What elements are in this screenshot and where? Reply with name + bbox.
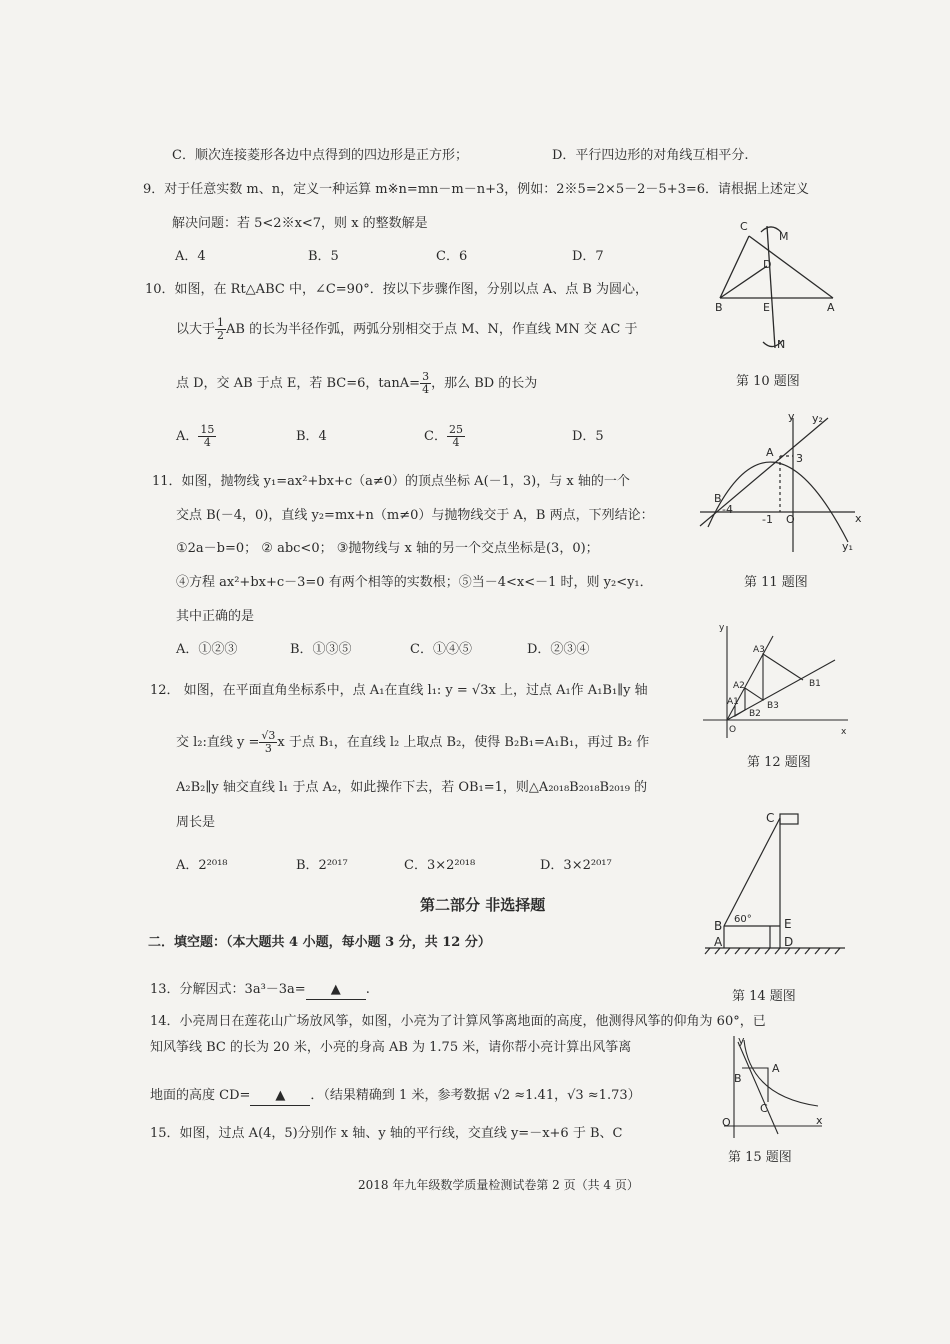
fig15-label-x: x: [816, 1114, 823, 1127]
frac-den: 4: [203, 436, 211, 449]
fig14-angle-label: 60°: [734, 914, 752, 925]
q8-option-c: C．顺次连接菱形各边中点得到的四边形是正方形；: [172, 148, 468, 163]
q9-line-1: 9．对于任意实数 m、n，定义一种运算 m※n=mn－m－n+3，例如：2※5=2×5－2－5+3=6．请根据上述定义: [143, 182, 810, 197]
q10-fraction-half: [215, 317, 226, 342]
q12-line-1: 12． 如图，在平面直角坐标系中，点 A₁在直线 l₁: y = √3x 上，过点 A₁作 A₁B₁∥y 轴: [150, 683, 648, 698]
fig11-label-minus4: -4: [722, 503, 733, 516]
fig11-label-y2: y₂: [812, 412, 823, 425]
q12-fraction-sqrt3-over-3: [259, 730, 277, 755]
fig12-label-y: y: [719, 623, 725, 633]
q10-option-a-fraction: [198, 424, 216, 449]
fig15-line-y-neg-x-plus-6: [738, 1042, 778, 1134]
fig14-label-b: B: [714, 919, 723, 933]
fig12-label-b1: B1: [809, 679, 821, 689]
q11-line-4: ④方程 ax²+bx+c－3=0 有两个相等的实数根；⑤当－4<x<－1 时，则 y₂<y₁．: [176, 575, 653, 590]
fig11-label-o: O: [786, 513, 795, 526]
fig15-label-c: C: [760, 1102, 768, 1115]
fig11-line-y2: [700, 418, 828, 526]
frac-den: 4: [452, 436, 460, 449]
fig10-label-b: B: [715, 301, 723, 314]
figure-14: [700, 808, 850, 958]
fig12-label-b3: B3: [767, 701, 779, 711]
fig10-line-mn: [767, 226, 775, 348]
q11-line-2: 交点 B(－4，0)，直线 y₂=mx+n（m≠0）与抛物线交于 A，B 两点，下列结论：: [176, 508, 654, 523]
fig14-ground-hatching: [705, 948, 840, 954]
q12-option-b: B．2²⁰¹⁷: [296, 858, 348, 873]
q10-option-c-fraction: [447, 424, 465, 449]
fig14-label-c: C: [766, 811, 775, 825]
q10-line-2: [176, 317, 637, 343]
fig15-caption: 第 15 题图: [728, 1150, 792, 1165]
fig10-label-c: C: [740, 220, 748, 233]
q10-option-a-label: A．: [176, 429, 199, 444]
fig14-segment-bc: [724, 818, 780, 926]
q11-line-3: ①2a－b=0； ② abc<0； ③抛物线与 x 轴的另一个交点坐标是(3，0)；: [176, 541, 599, 556]
q10-option-a: [176, 424, 216, 450]
figure-11: [700, 412, 860, 557]
fig11-label-y1: y₁: [842, 540, 853, 553]
frac-num: 15: [200, 423, 215, 436]
q9-option-a: A．4: [175, 249, 206, 264]
fig15-label-y: y: [738, 1034, 745, 1047]
fig11-label-y: y: [788, 410, 795, 423]
fig10-label-e: E: [763, 301, 770, 314]
q10-line-1: 10．如图，在 Rt△ABC 中，∠C=90°．按以下步骤作图，分别以点 A、点 B 为圆心，: [145, 282, 649, 297]
q12-line-2: [176, 728, 649, 758]
fig12-label-a3: A3: [753, 645, 765, 655]
q14-line-2: 知风筝线 BC 的长为 20 米，小亮的身高 AB 为 1.75 米，请你帮小亮计算出风筝离: [150, 1040, 632, 1055]
figure-12: [703, 618, 853, 748]
fig10-label-d: D: [763, 258, 772, 271]
q11-line-5: 其中正确的是: [176, 609, 255, 624]
q11-option-c: C．①④⑤: [410, 642, 472, 657]
fig12-label-x: x: [841, 727, 847, 737]
q14-line-3-post: ．（结果精确到 1 米，参考数据 √2 ≈1.41，√3 ≈1.73）: [310, 1088, 641, 1103]
q10-line-3-post: ，那么 BD 的长为: [431, 376, 538, 391]
q12-option-c: C．3×2²⁰¹⁸: [404, 858, 476, 873]
q9-line-2: 解决问题：若 5<2※x<7，则 x 的整数解是: [172, 216, 428, 231]
q10-option-b: B．4: [296, 429, 327, 444]
fig15-label-b: B: [734, 1072, 742, 1085]
fig11-label-b: B: [714, 492, 722, 505]
fig12-caption: 第 12 题图: [747, 755, 811, 770]
fig12-label-a2: A2: [733, 681, 745, 691]
fig12-label-a1: A1: [727, 697, 739, 707]
section-fill-in-blank-heading: 二．填空题：（本大题共 4 小题，每小题 3 分，共 12 分）: [148, 935, 491, 950]
q15-line-1: 15．如图，过点 A(4，5)分别作 x 轴、y 轴的平行线，交直线 y=－x+6 于 B、C: [150, 1126, 623, 1141]
fig11-label-x: x: [855, 512, 862, 525]
q14-line-3: [150, 1087, 641, 1106]
fig10-arc-m: [761, 227, 781, 232]
q10-line-2-post: AB 的长为半径作弧，两弧分别相交于点 M、N，作直线 MN 交 AC 于: [226, 322, 638, 337]
q14-line-1: 14．小亮周日在莲花山广场放风筝，如图，小亮为了计算风筝离地面的高度，他测得风筝的仰角为 60°，已: [150, 1014, 766, 1029]
q13-text: 13．分解因式：3a³－3a=: [150, 982, 306, 997]
frac-num: 25: [448, 423, 463, 436]
frac-den: 2: [217, 329, 225, 342]
fig10-caption: 第 10 题图: [736, 374, 800, 389]
q10-fraction-tan: [420, 371, 431, 396]
fig12-label-o: O: [729, 725, 737, 735]
frac-num: 3: [422, 370, 430, 383]
fig11-caption: 第 11 题图: [744, 575, 808, 590]
q12-option-d: D．3×2²⁰¹⁷: [540, 858, 612, 873]
fig11-label-a: A: [766, 446, 774, 459]
q9-option-b: B．5: [308, 249, 339, 264]
fig15-curve: [744, 1040, 818, 1106]
q13-answer-blank: ▲: [306, 981, 366, 1000]
q10-line-3: [176, 371, 537, 397]
fig10-label-m: M: [779, 230, 789, 243]
fig10-label-n: N: [777, 338, 786, 351]
fig14-label-d: D: [784, 935, 794, 949]
figure-10: [705, 218, 845, 358]
fig14-caption: 第 14 题图: [732, 989, 796, 1004]
fig14-kite: [780, 814, 798, 824]
fig12-label-b2: B2: [749, 709, 761, 719]
frac-den: 4: [422, 383, 430, 396]
fig10-side-ca: [749, 236, 833, 298]
fig14-label-e: E: [784, 917, 792, 931]
q12-line-4: 周长是: [176, 815, 216, 830]
q11-option-b: B．①③⑤: [290, 642, 352, 657]
fig15-label-o: O: [722, 1116, 731, 1129]
page-footer: 2018 年九年级数学质量检测试卷第 2 页（共 4 页）: [358, 1178, 639, 1192]
figure-15: [718, 1034, 828, 1144]
q9-option-c: C．6: [436, 249, 468, 264]
q10-line-2-pre: 以大于: [176, 322, 216, 337]
q10-line-3-pre: 点 D，交 AB 于点 E，若 BC=6，tanA=: [176, 376, 421, 391]
q10-option-d: D．5: [572, 429, 604, 444]
q10-option-c: [424, 424, 465, 450]
fig15-label-a: A: [772, 1062, 780, 1075]
q13-line: [150, 981, 370, 1000]
q12-line-2-pre: 交 l₂:直线 y =: [176, 735, 260, 750]
fig11-label-3: 3: [796, 452, 803, 465]
frac-num: 1: [217, 316, 225, 329]
q12-option-a: A．2²⁰¹⁸: [176, 858, 228, 873]
q12-line-3: A₂B₂∥y 轴交直线 l₁ 于点 A₂，如此操作下去，若 OB₁=1，则△A₂₀₁₈B₂₀₁₈B₂₀₁₉ 的: [176, 780, 648, 795]
q10-option-c-label: C．: [424, 429, 447, 444]
q11-line-1: 11．如图，抛物线 y₁=ax²+bx+c（a≠0）的顶点坐标 A(－1，3)，与 x 轴的一个: [152, 474, 630, 489]
frac-num: √3: [261, 729, 276, 742]
fig10-label-a: A: [827, 301, 835, 314]
q13-text-end: .: [365, 982, 370, 997]
part2-title: 第二部分 非选择题: [420, 896, 546, 914]
q8-option-d: D．平行四边形的对角线互相平分.: [552, 148, 749, 163]
fig11-label-minus1: -1: [762, 513, 773, 526]
q12-line-2-post: x 于点 B₁，在直线 l₂ 上取点 B₂，使得 B₂B₁=A₁B₁，再过 B₂ 作: [277, 735, 650, 750]
q11-option-d: D．②③④: [527, 642, 590, 657]
q14-answer-blank: ▲: [250, 1087, 310, 1106]
q11-option-a: A．①②③: [176, 642, 238, 657]
frac-den: 3: [264, 742, 272, 755]
fig14-label-a: A: [714, 935, 723, 949]
q9-option-d: D．7: [572, 249, 604, 264]
q14-line-3-pre: 地面的高度 CD=: [150, 1088, 251, 1103]
